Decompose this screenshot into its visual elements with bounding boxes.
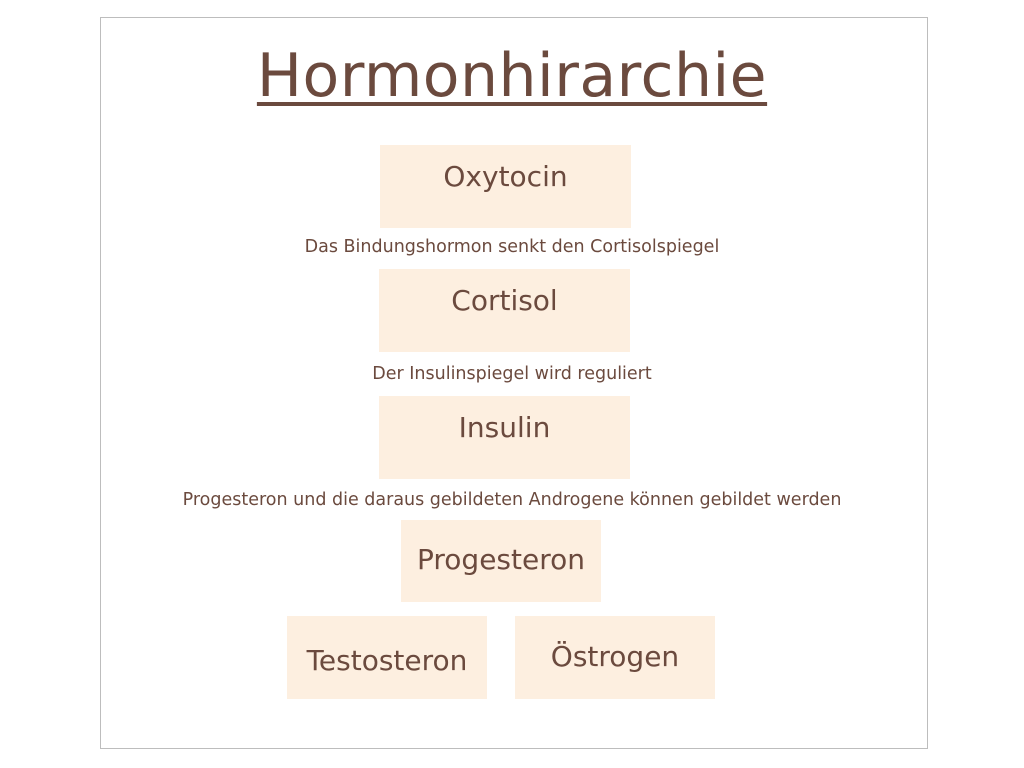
node-testosteron	[287, 616, 487, 699]
node-progesteron	[401, 520, 601, 602]
node-oestrogen-label: Östrogen	[550, 640, 680, 673]
node-cortisol	[379, 269, 630, 352]
node-oxytocin	[380, 145, 631, 228]
page-title: Hormonhirarchie	[256, 41, 768, 111]
node-insulin-label: Insulin	[458, 411, 551, 444]
node-insulin	[379, 396, 630, 479]
node-progesteron-label: Progesteron	[417, 543, 585, 576]
note-cortisol-to-insulin: Der Insulinspiegel wird reguliert	[372, 364, 652, 384]
node-cortisol-label: Cortisol	[451, 284, 558, 317]
node-testosteron-label: Testosteron	[306, 644, 468, 677]
note-insulin-to-progesteron: Progesteron und die daraus gebildeten Androgene können gebildet werden	[182, 490, 842, 510]
note-oxytocin-to-cortisol: Das Bindungshormon senkt den Cortisolspiegel	[304, 237, 720, 257]
node-oestrogen	[515, 616, 715, 699]
node-oxytocin-label: Oxytocin	[443, 160, 568, 193]
